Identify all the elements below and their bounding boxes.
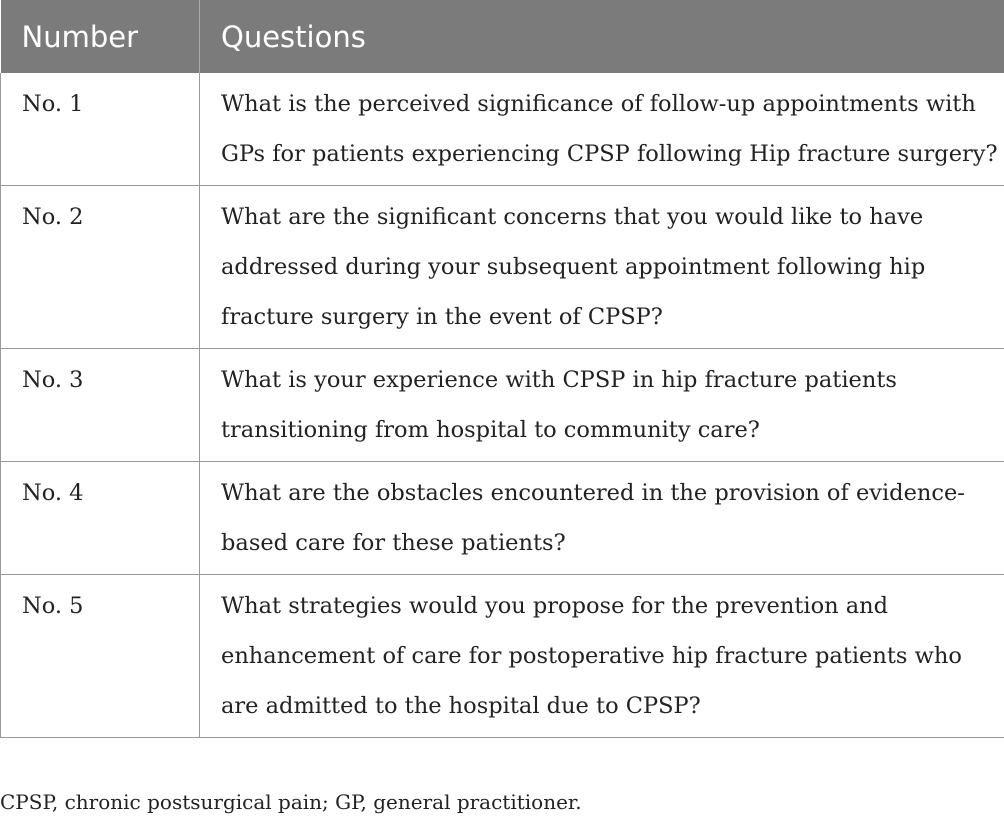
row-number: No. 2 — [1, 186, 200, 349]
table-row — [1, 575, 1004, 738]
row-question: What is your experience with CPSP in hip fracture patients transitioning from hospital to community care? — [200, 349, 1004, 462]
header-number: Number — [1, 0, 200, 73]
table-row — [1, 462, 1004, 575]
table-row — [1, 73, 1004, 186]
table-body — [1, 73, 1004, 738]
row-question: What are the obstacles encountered in the provision of evidence-based care for these patients? — [200, 462, 1004, 575]
row-number: No. 1 — [1, 73, 200, 186]
table-header — [1, 0, 1004, 73]
row-question: What strategies would you propose for the prevention and enhancement of care for postoperative hip fracture patients who are admitted to the hospital due to CPSP? — [200, 575, 1004, 738]
header-row — [1, 0, 1004, 73]
row-number: No. 3 — [1, 349, 200, 462]
row-number: No. 4 — [1, 462, 200, 575]
row-question: What is the perceived significance of follow-up appointments with GPs for patients experiencing CPSP following Hip fracture surgery? — [200, 73, 1004, 186]
row-number: No. 5 — [1, 575, 200, 738]
header-questions: Questions — [200, 0, 1004, 73]
table-row — [1, 349, 1004, 462]
table-row — [1, 186, 1004, 349]
table-footnote: CPSP, chronic postsurgical pain; GP, general practitioner. — [0, 790, 582, 814]
row-question: What are the significant concerns that you would like to have addressed during your subsequent appointment following hip fracture surgery in the event of CPSP? — [200, 186, 1004, 349]
